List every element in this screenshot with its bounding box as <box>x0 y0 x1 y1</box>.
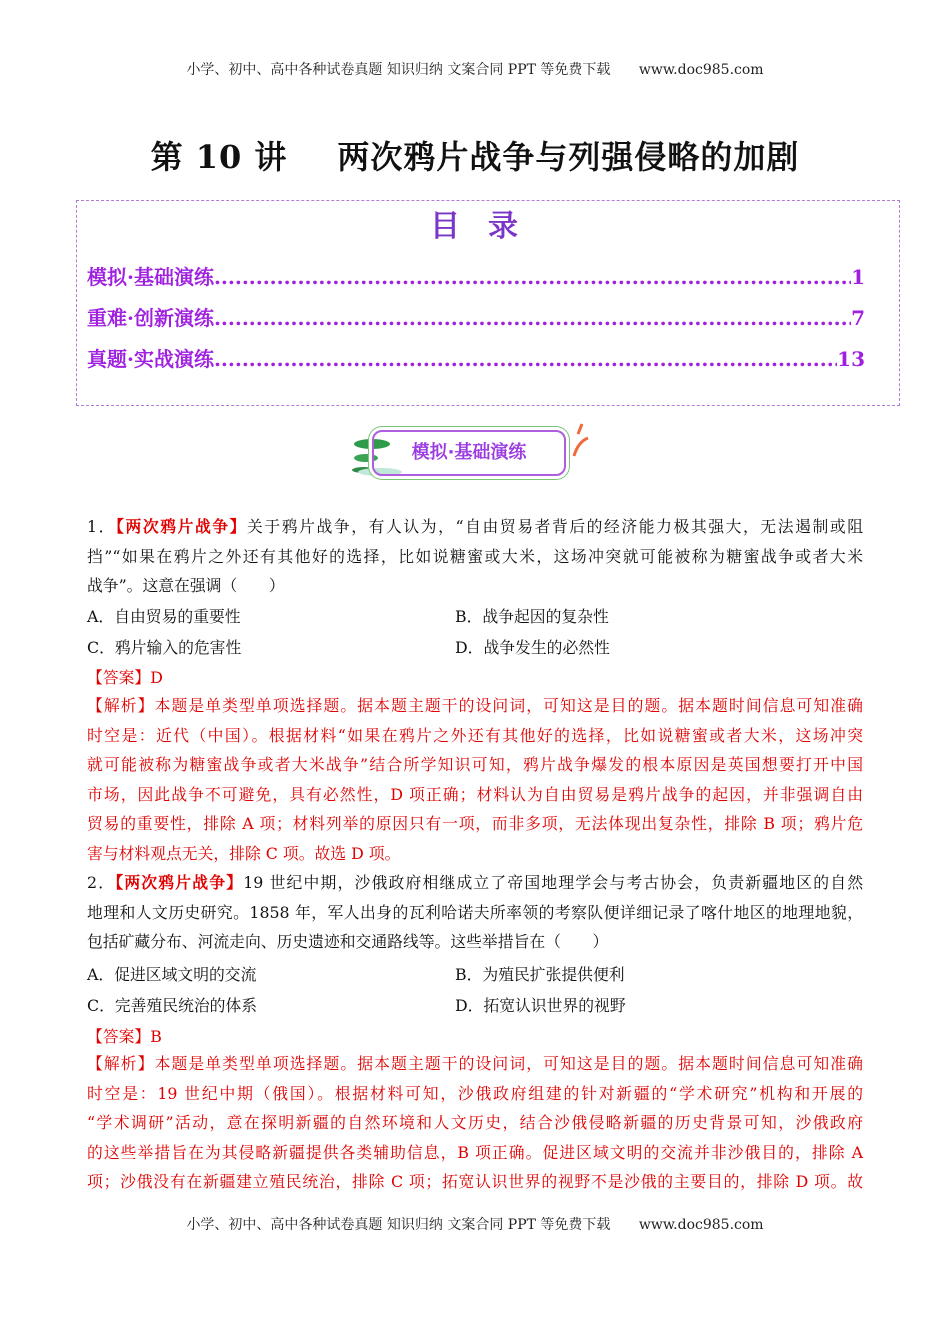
analysis-text: 本题是单类型单项选择题。据本题主题干的设问词，可知这是目的题。据本题时间信息可知准确 <box>154 696 863 715</box>
analysis-text: 时空是：近代（中国）。根据材料“如果在鸦片之外还有其他好的选择，比如说糖蜜或者大米，这场冲突 <box>87 725 863 745</box>
analysis-2 <box>87 1049 863 1197</box>
option-c: C．完善殖民统治的体系 <box>87 996 258 1015</box>
option-b: B．为殖民扩张提供便利 <box>455 965 625 984</box>
analysis-text: 市场，因此战争不可避免，具有必然性，D 项正确；材料认为自由贸易是鸦片战争的起因，并非强调自由 <box>87 784 863 804</box>
option-b: B．战争起因的复杂性 <box>455 607 609 626</box>
analysis-text: “学术调研”活动，意在探明新疆的自然环境和人文历史，结合沙俄侵略新疆的历史背景可知，沙俄政府 <box>87 1113 863 1132</box>
toc-label: 重难·创新演练 <box>87 306 214 330</box>
option-a: A．自由贸易的重要性 <box>87 607 241 626</box>
table-of-contents <box>76 200 900 406</box>
toc-leader <box>214 265 851 289</box>
analysis-text: 的这些举措旨在为其侵略新疆提供各类辅助信息，B 项正确。促进区域文明的交流并非沙俄目的，排除 A <box>87 1142 863 1162</box>
toc-label: 模拟·基础演练 <box>87 265 214 289</box>
question-text: 19 世纪中期，沙俄政府相继成立了帝国地理学会与考古协会，负责新疆地区的自然 <box>243 873 863 892</box>
toc-page: 7 <box>851 306 865 330</box>
lecture-topic: 两次鸦片战争与列强侵略的加剧 <box>337 138 800 176</box>
analysis-1 <box>87 691 863 868</box>
analysis-text: 本题是单类型单项选择题。据本题主题干的设问词，可知这是目的题。据本题时间信息可知准确 <box>154 1054 863 1073</box>
header-text: 小学、初中、高中各种试卷真题 知识归纳 文案合同 PPT 等免费下载 <box>186 62 611 78</box>
analysis-tag: 【解析】 <box>87 696 155 715</box>
toc-page: 1 <box>851 265 865 289</box>
footer-text: 小学、初中、高中各种试卷真题 知识归纳 文案合同 PPT 等免费下载 <box>186 1217 611 1233</box>
page-footer <box>0 1214 950 1234</box>
analysis-text: 就可能被称为糖蜜战争或者大米战争”结合所学知识可知，鸦片战争爆发的根本原因是英国想要打开中国 <box>87 755 863 774</box>
lecture-number: 第 10 讲 <box>150 138 288 176</box>
option-d: D．战争发生的必然性 <box>455 638 610 657</box>
question-number: 1． <box>87 517 116 536</box>
toc-leader <box>214 347 837 371</box>
option-a: A．促进区域文明的交流 <box>87 965 257 984</box>
question-text: 关于鸦片战争，有人认为，“自由贸易者背后的经济能力极其强大，无法遏制或阻 <box>247 517 863 536</box>
question-text: 挡”“如果在鸦片之外还有其他好的选择，比如说糖蜜或大米，这场冲突就可能被称为糖蜜战争或者大米 <box>87 546 863 566</box>
page-title <box>0 132 950 178</box>
question-number: 2． <box>87 873 116 892</box>
toc-item[interactable] <box>87 261 865 290</box>
analysis-text: 贸易的重要性，排除 A 项；材料列举的原因只有一项，而非多项，无法体现出复杂性，排除 B 项；鸦片危 <box>87 814 863 833</box>
toc-page: 13 <box>837 347 865 371</box>
question-tag: 【两次鸦片战争】 <box>115 873 244 892</box>
question-text: 包括矿藏分布、河流走向、历史遗迹和交通路线等。这些举措旨在（ ） <box>87 932 609 951</box>
option-d: D．拓宽认识世界的视野 <box>455 996 626 1015</box>
question-text: 地理和人文历史研究。1858 年，军人出身的瓦利哈诺夫所率领的考察队便详细记录了喀什地区的地理地貌， <box>87 902 863 922</box>
analysis-tag: 【解析】 <box>87 1054 155 1073</box>
question-text: 战争”。这意在强调（ ） <box>87 576 285 595</box>
footer-link[interactable]: www.doc985.com <box>638 1217 764 1233</box>
toc-label: 真题·实战演练 <box>87 347 214 371</box>
section-title: 模拟·基础演练 <box>411 442 527 463</box>
analysis-text: 害与材料观点无关，排除 C 项。故选 D 项。 <box>87 843 401 863</box>
question-2 <box>87 868 863 957</box>
header-link[interactable]: www.doc985.com <box>638 62 764 78</box>
analysis-text: 项；沙俄没有在新疆建立殖民统治，排除 C 项；拓宽认识世界的视野不是沙俄的主要目的，排除 D 项。故 <box>87 1172 863 1191</box>
question-tag: 【两次鸦片战争】 <box>116 517 248 536</box>
answer: 【答案】D <box>87 668 163 687</box>
analysis-text: 时空是：19 世纪中期（俄国）。根据材料可知，沙俄政府组建的针对新疆的“学术研究”机构和开展的 <box>87 1083 863 1103</box>
page-header <box>0 59 950 79</box>
answer: 【答案】B <box>87 1027 162 1046</box>
toc-item[interactable] <box>87 302 865 331</box>
toc-item[interactable] <box>87 343 865 372</box>
section-badge <box>350 418 595 480</box>
toc-leader <box>214 306 851 330</box>
toc-heading: 目录 <box>430 209 546 244</box>
question-1 <box>87 512 863 601</box>
option-c: C．鸦片输入的危害性 <box>87 638 242 657</box>
